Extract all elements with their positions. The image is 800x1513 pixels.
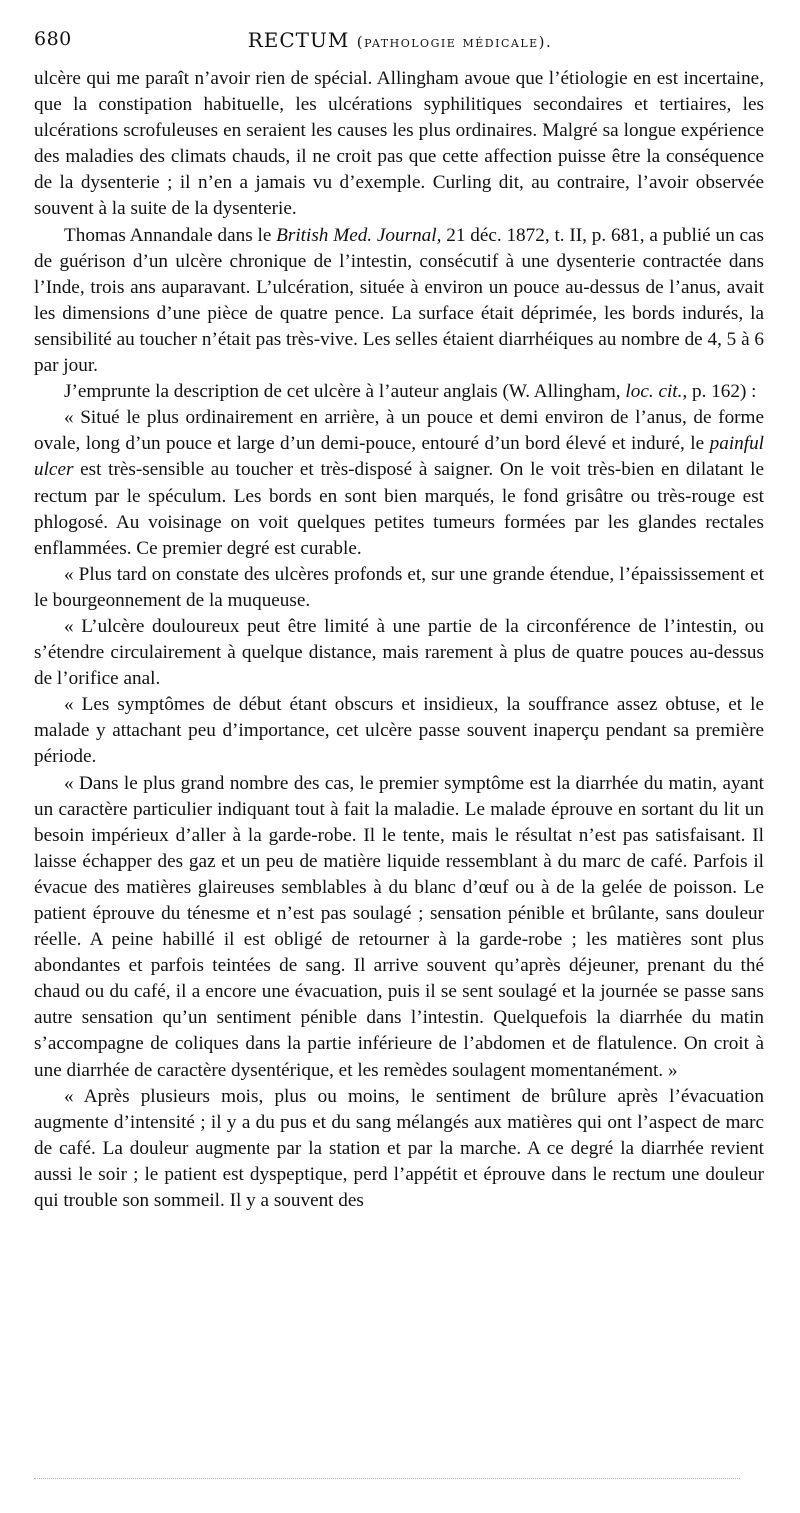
- paragraph-4-rest: est très-sensible au toucher et très-disposé à saigner. On le voit très-bien en dilatant le rectum par le spéculum. Les bords en sont bien marqués, le fond grisâtre ou très-rouge est phlogosé. Au voisinage on voit quelques petites tumeurs formées par les glandes rectales enflammées. Ce premier degré est curable.: [34, 459, 764, 559]
- paragraph-5: « Plus tard on constate des ulcères profonds et, sur une grande étendue, l’épaississement et le bourgeonnement de la muqueuse.: [34, 563, 764, 611]
- paragraph-3-lead: J’emprunte la description de cet ulcère à l’auteur anglais (W. Allingham,: [64, 381, 626, 403]
- paragraph-3-rest: p. 162) :: [687, 381, 757, 403]
- page-number: 680: [34, 28, 72, 50]
- loc-cit: loc. cit.,: [625, 381, 688, 403]
- running-title-main: RECTUM: [247, 28, 350, 52]
- painful-ulcer-term: painful ulcer: [34, 433, 764, 481]
- paragraph-8: « Dans le plus grand nombre des cas, le premier symptôme est la diarrhée du matin, ayant un caractère particulier indiquant tout à fait la maladie. Le malade éprouve en sortant du lit un besoin impérieux d’aller à la garde-robe. Il le tente, mais le résultat n’est pas satisfaisant. Il laisse échapper des gaz et un peu de matière liquide ressemblant à du marc de café. Parfois il évacue des matières glaireuses semblables à du blanc d’œuf ou à de la gelée de poisson. Le patient éprouve du ténesme et n’est pas soulagé ; sensation pénible et brûlante, sans douleur réelle. A peine habillé il est obligé de retourner à la garde-robe ; les matières sont plus abondantes et parfois teintées de sang. Il arrive souvent qu’après déjeuner, prenant du thé chaud ou du café, il a encore une évacuation, puis il se sent soulagé et la journée se passe sans autre sensation qu’un sentiment pénible dans l’intestin. Quelquefois la diarrhée du matin s’accompagne de coliques dans la partie inférieure de l’abdomen et de flatulence. On croit à une diarrhée de caractère dysentérique, et les remèdes soulagent momentanément. »: [34, 772, 764, 1081]
- paragraph-7: « Les symptômes de début étant obscurs et insidieux, la souffrance assez obtuse, et le malade y attachant peu d’importance, cet ulcère passe souvent inaperçu pendant sa première période.: [34, 694, 764, 768]
- journal-title: British Med. Journal,: [276, 224, 442, 246]
- running-header: [34, 28, 766, 64]
- paragraph-2: [34, 223, 764, 380]
- paragraph-4-lead: « Situé le plus ordinairement en arrière, à un pouce et demi environ de l’anus, de forme ovale, long d’un pouce et large d’un demi-pouce, entouré d’un bord élevé et induré, le: [34, 407, 764, 455]
- paragraph-2-rest: 21 déc. 1872, t. II, p. 681, a publié un cas de guérison d’un ulcère chronique de l’intestin, consécutif à une dysenterie contractée dans l’Inde, trois ans auparavant. L’ulcération, située à environ un pouce au-dessus de l’anus, avait les dimensions d’une pièce de quatre pence. La surface était déprimée, les bords indurés, la sensibilité au toucher n’était pas très-vive. Les selles étaient diarrhéiques au nombre de 4, 5 à 6 par jour.: [34, 224, 764, 377]
- running-title-sub: (pathologie médicale).: [356, 33, 553, 51]
- paragraph-3: [34, 379, 764, 405]
- paragraph-6: « L’ulcère douloureux peut être limité à une partie de la circonférence de l’intestin, ou s’étendre circulairement à quelque distance, mais rarement à plus de quatre pouces au-dessus de l’orifice anal.: [34, 615, 764, 690]
- footer-rule: [34, 1478, 740, 1479]
- paragraph-1: ulcère qui me paraît n’avoir rien de spécial. Allingham avoue que l’étiologie en est incertaine, que la constipation habituelle, les ulcérations syphilitiques secondaires et tertiaires, les ulcérations scrofuleuses en seraient les causes les plus ordinaires. Malgré sa longue expérience des maladies des climats chauds, il ne croit pas que cette affection puisse être la conséquence de la dysenterie ; il n’en a jamais vu d’exemple. Curling dit, au contraire, l’avoir observée souvent à la suite de la dysenterie.: [34, 68, 764, 220]
- body-text: [34, 66, 764, 1214]
- running-title: [34, 28, 766, 52]
- paragraph-2-lead: Thomas Annandale dans le: [64, 224, 277, 246]
- paragraph-9: « Après plusieurs mois, plus ou moins, le sentiment de brûlure après l’évacuation augmente d’intensité ; il y a du pus et du sang mélangés aux matières qui ont l’aspect de marc de café. La douleur augmente par la station et par la marche. A ce degré la diarrhée revient aussi le soir ; le patient est dyspeptique, perd l’appétit et éprouve dans le rectum une douleur qui trouble son sommeil. Il y a souvent des: [34, 1085, 764, 1212]
- paragraph-4: [34, 405, 764, 562]
